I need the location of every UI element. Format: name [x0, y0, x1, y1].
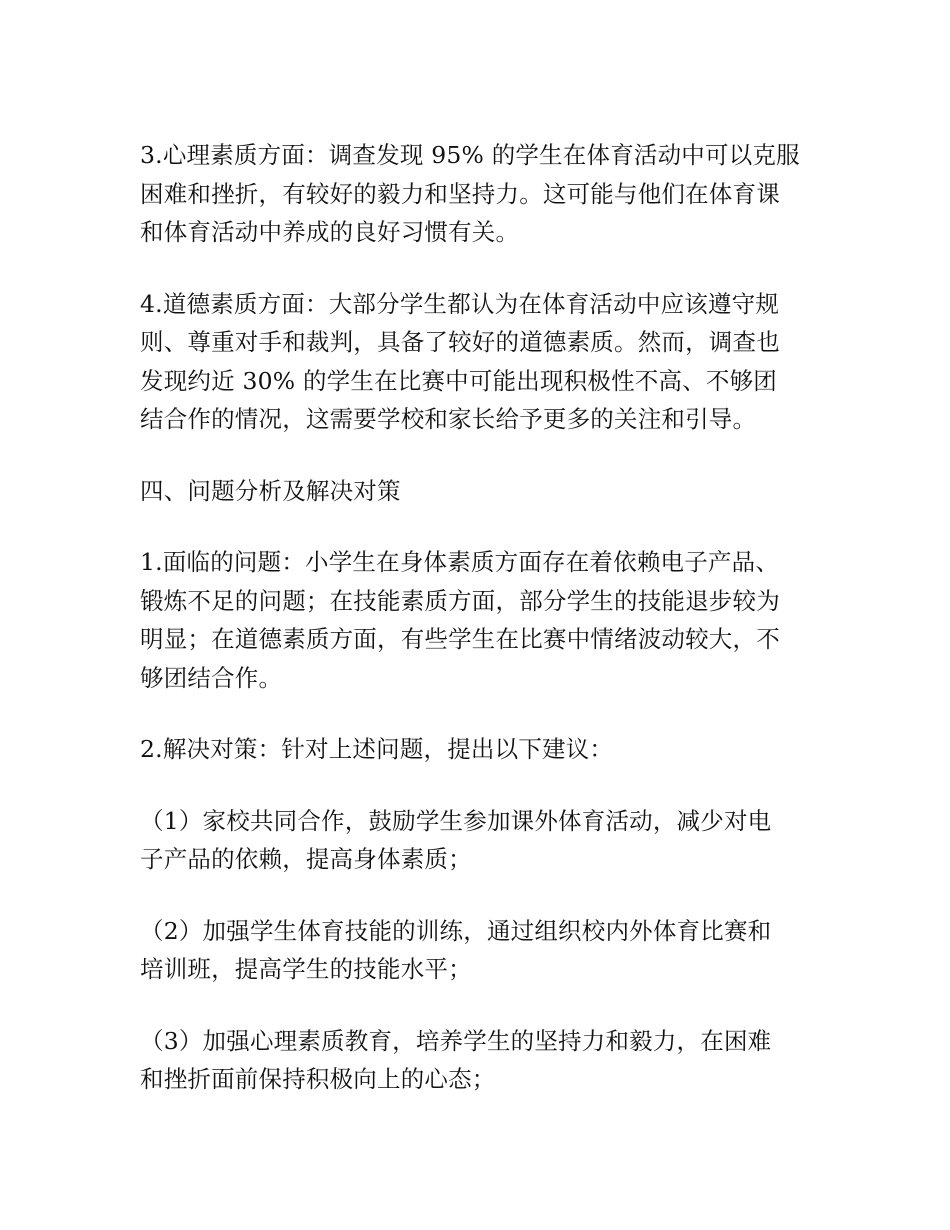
text-line: （3）加强心理素质教育，培养学生的坚持力和毅力，在困难: [140, 1026, 772, 1055]
text-line: 1.面临的问题：小学生在身体素质方面存在着依赖电子产品、: [140, 548, 780, 576]
text-line: （2）加强学生体育技能的训练，通过组织校内外体育比赛和: [140, 916, 772, 945]
text-line: 发现约近 30% 的学生在比赛中可能出现积极性不高、不够团: [140, 366, 777, 395]
paragraph-moral-quality: [140, 285, 820, 439]
text-line: 明显；在道德素质方面，有些学生在比赛中情绪波动较大，不: [140, 625, 780, 653]
text-line: 四、问题分析及解决对策: [140, 476, 401, 505]
text-line: 锻炼不足的问题；在技能素质方面，部分学生的技能退步较为: [140, 586, 780, 615]
paragraph-psychological-quality: [140, 136, 820, 252]
section-heading: [140, 472, 820, 511]
list-item-suggestion-2: [140, 912, 820, 989]
text-line: 则、尊重对手和裁判，具备了较好的道德素质。然而，调查也: [140, 328, 780, 356]
paragraph-problems: [140, 543, 820, 697]
text-line: 和体育活动中养成的良好习惯有关。: [140, 218, 520, 246]
paragraph-solutions-intro: [140, 730, 820, 769]
text-line: 4.道德素质方面：大部分学生都认为在体育活动中应该遵守规: [140, 289, 780, 318]
text-line: （1）家校共同合作，鼓励学生参加课外体育活动，减少对电: [140, 806, 772, 835]
text-line: 和挫折面前保持积极向上的心态；: [140, 1065, 496, 1093]
text-line: 够团结合作。: [140, 663, 283, 692]
document-body: [140, 136, 820, 1132]
list-item-suggestion-1: [140, 802, 820, 879]
text-line: 子产品的依赖，提高身体素质；: [140, 845, 472, 873]
text-line: 结合作的情况，这需要学校和家长给予更多的关注和引导。: [140, 405, 757, 433]
text-line: 2.解决对策：针对上述问题，提出以下建议：: [140, 735, 614, 763]
text-line: 培训班，提高学生的技能水平；: [140, 955, 472, 983]
text-line: 3.心理素质方面：调查发现 95% 的学生在体育活动中可以克服: [140, 141, 800, 169]
list-item-suggestion-3: [140, 1022, 820, 1099]
text-line: 困难和挫折，有较好的毅力和坚持力。这可能与他们在体育课: [140, 179, 780, 208]
